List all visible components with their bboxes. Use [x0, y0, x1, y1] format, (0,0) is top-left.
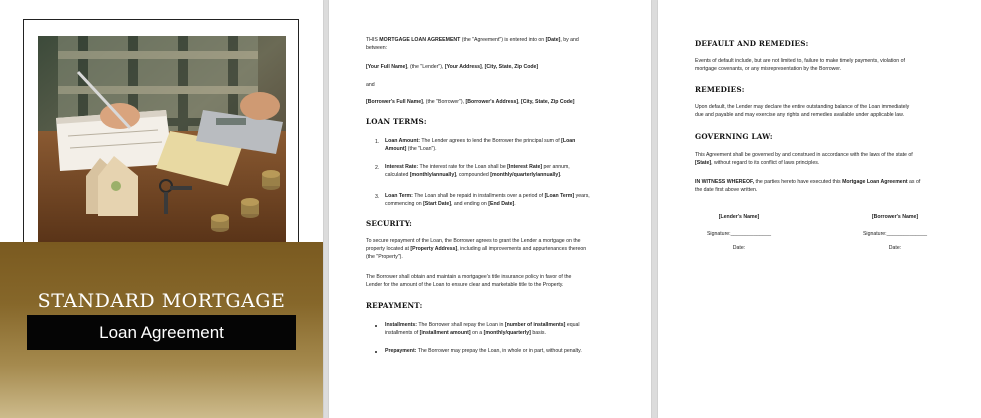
security-heading: SECURITY:: [366, 219, 413, 228]
cover-title: STANDARD MORTGAGE: [37, 290, 286, 312]
remedies-line-2: due and payable and may exercise any rights and remedies available under applicable law.: [695, 112, 905, 118]
borrower-signature-field[interactable]: Signature:______________: [862, 231, 928, 237]
loan-term-line-1: Loan Term: The Loan shall be repaid in installments over a period of [Loan Term] years,: [385, 193, 590, 199]
loan-terms-heading: LOAN TERMS:: [366, 117, 427, 126]
agreement-page-2[interactable]: [658, 0, 981, 418]
cover-page[interactable]: [0, 0, 323, 418]
default-line-2: mortgage covenants, or any misrepresentation by the Borrower.: [695, 66, 842, 72]
borrower-name: [Borrower's Name]: [871, 214, 919, 220]
governing-law-line-2: [State], without regard to its conflict of laws principles.: [695, 160, 820, 166]
item-number: 3.: [375, 194, 380, 200]
default-heading: DEFAULT AND REMEDIES:: [695, 39, 809, 48]
witness-line-1: IN WITNESS WHEREOF, the parties hereto have executed this Mortgage Loan Agreement as of: [695, 179, 921, 185]
security-p2-line-2: Lender for the amount of the Loan to ensure clear and marketable title to the Property.: [366, 282, 564, 288]
bullet: [375, 325, 377, 327]
borrower-line: [Borrower's Full Name], (the "Borrower"), [Borrower's Address], [City, State, Zip Code]: [366, 99, 575, 105]
witness-line-2: the date first above written.: [695, 187, 758, 193]
default-line-1: Events of default include, but are not limited to, failure to make timely payments, violation of: [695, 58, 905, 64]
remedies-heading: REMEDIES:: [695, 85, 745, 94]
intro-line-1: THIS MORTGAGE LOAN AGREEMENT (the "Agreement") is entered into on [Date], by and: [366, 37, 579, 43]
repayment-heading: REPAYMENT:: [366, 301, 423, 310]
cover-subtitle: Loan Agreement: [27, 315, 296, 350]
security-p1-line-2: property located at [Property Address], including all improvements and appurtenances thereon: [366, 246, 587, 252]
lender-name: [Lender's Name]: [718, 214, 760, 220]
interest-rate-line-1: Interest Rate: The interest rate for the Loan shall be [Interest Rate] per annum,: [385, 164, 570, 170]
item-number: 2.: [375, 165, 380, 171]
loan-term-line-2: commencing on [Start Date], and ending on [End Date].: [385, 201, 516, 207]
loan-amount-line-2: Amount] (the "Loan").: [385, 146, 437, 152]
cover-photo: [38, 36, 286, 242]
security-p2-line-1: The Borrower shall obtain and maintain a mortgagee's title insurance policy in favor of the: [366, 274, 572, 280]
intro-line-2: between:: [366, 45, 388, 51]
item-number: 1.: [375, 139, 380, 145]
governing-law-line-1: This Agreement shall be governed by and construed in accordance with the laws of the state of: [695, 152, 913, 158]
lender-signature-field[interactable]: Signature:______________: [706, 231, 772, 237]
prepayment-line: Prepayment: The Borrower may prepay the Loan, in whole or in part, without penalty.: [385, 348, 582, 354]
security-p1-line-3: (the "Property").: [366, 254, 403, 260]
borrower-date-field[interactable]: Date:: [888, 245, 902, 251]
cover-band: [0, 242, 323, 418]
agreement-page-1[interactable]: [329, 0, 651, 418]
interest-rate-line-2: calculated [monthly/annually], compounded [monthly/quarterly/annually].: [385, 172, 562, 178]
governing-law-heading: GOVERNING LAW:: [695, 132, 773, 141]
lender-date-field[interactable]: Date:: [732, 245, 746, 251]
and-line: and: [366, 82, 375, 88]
bullet: [375, 351, 377, 353]
remedies-line-1: Upon default, the Lender may declare the entire outstanding balance of the Loan immediately: [695, 104, 910, 110]
installments-line-1: Installments: The Borrower shall repay the Loan in [number of installments] equal: [385, 322, 580, 328]
security-p1-line-1: To secure repayment of the Loan, the Borrower agrees to grant the Lender a mortgage on the: [366, 238, 581, 244]
loan-amount-line-1: Loan Amount: The Lender agrees to lend the Borrower the principal sum of [Loan: [385, 138, 576, 144]
lender-line: [Your Full Name], (the "Lender"), [Your Address], [City, State, Zip Code]: [366, 64, 539, 70]
installments-line-2: installments of [installment amount] on a [monthly/quarterly] basis.: [385, 330, 546, 336]
